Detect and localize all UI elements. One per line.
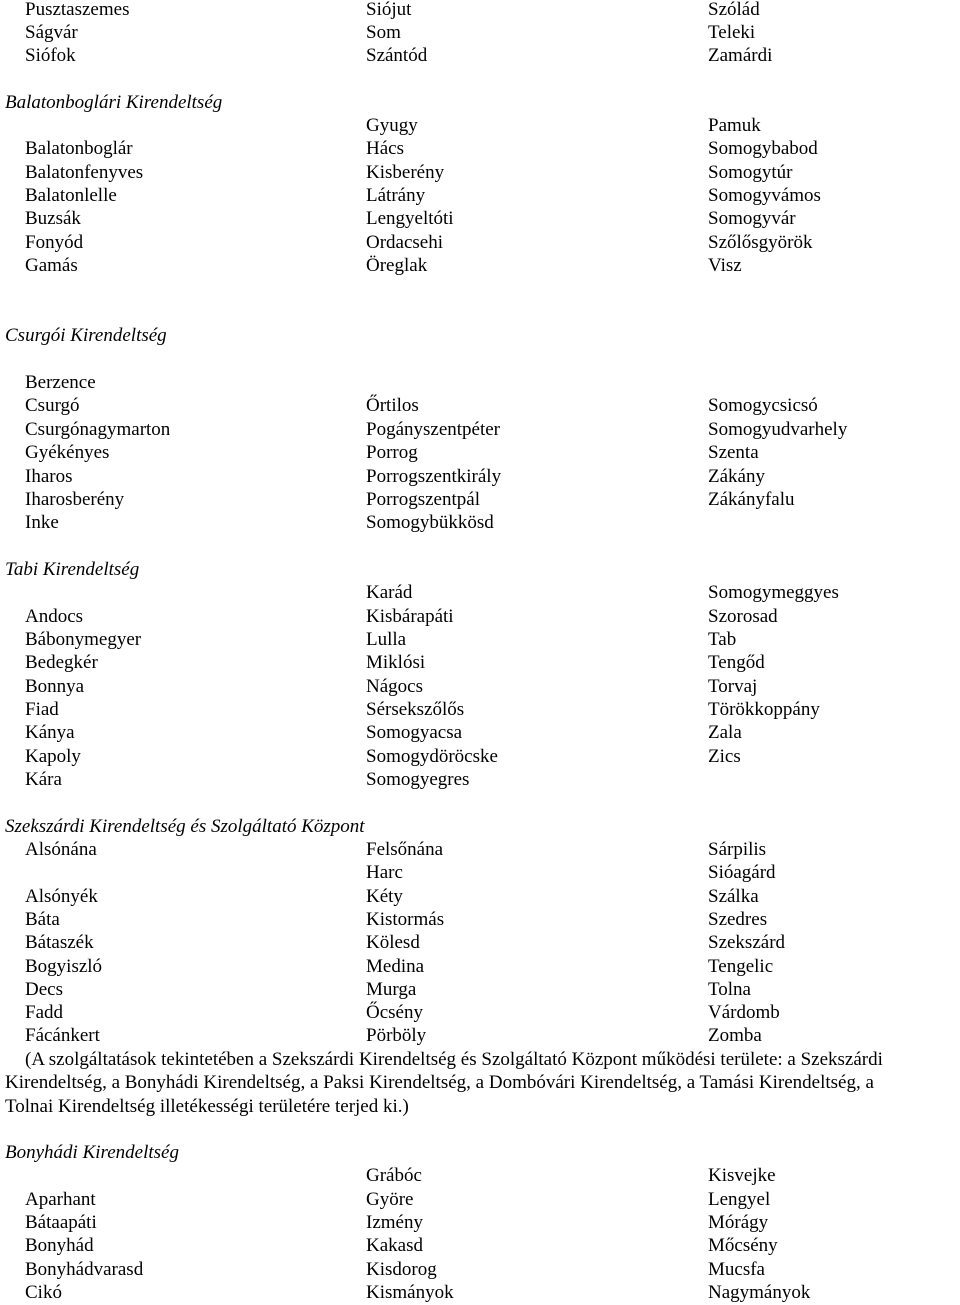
settlement-name: Sárpilis: [708, 839, 767, 860]
settlement-name: Bedegkér: [25, 652, 98, 673]
settlement-name: Kisdorog: [366, 1259, 437, 1280]
section-heading: Balatonboglári Kirendeltség: [5, 92, 223, 113]
settlement-row: [0, 1164, 960, 1188]
settlement-name: Kisbárapáti: [366, 606, 454, 627]
settlement-name: Bonyhád: [25, 1235, 94, 1256]
settlement-name: Alsónána: [25, 839, 97, 860]
settlement-row: [0, 978, 960, 1002]
settlement-row: [0, 394, 960, 418]
settlement-name: Gamás: [25, 255, 78, 276]
settlement-name: Buzsák: [25, 208, 81, 229]
settlement-name: Tengőd: [708, 652, 765, 673]
settlement-row: [0, 768, 960, 792]
settlement-name: Szedres: [708, 909, 768, 930]
section-heading: Csurgói Kirendeltség: [5, 325, 167, 346]
settlement-name: Visz: [708, 255, 742, 276]
settlement-name: Torvaj: [708, 676, 758, 697]
settlement-name: Iharos: [25, 466, 73, 487]
section-heading-line: [0, 815, 960, 839]
settlement-name: Karád: [366, 582, 413, 603]
settlement-row: [0, 955, 960, 979]
settlement-name: Porrogszentkirály: [366, 466, 502, 487]
note-line: Kirendeltség, a Bonyhádi Kirendeltség, a Paksi Kirendeltség, a Dombóvári Kirendeltség, a Tamási Kirendeltség, a: [5, 1072, 874, 1094]
note-line: (A szolgáltatások tekintetében a Szekszárdi Kirendeltség és Szolgáltató Központ működési területe: a Szekszárdi: [25, 1049, 883, 1070]
settlement-name: Őrtilos: [366, 395, 419, 416]
settlement-row: [0, 885, 960, 909]
settlement-name: Csurgó: [25, 395, 80, 416]
settlement-row: [0, 488, 960, 512]
settlement-name: Somogyegres: [366, 769, 470, 790]
settlement-name: Sérsekszőlős: [366, 699, 465, 720]
settlement-name: Bábonymegyer: [25, 629, 142, 650]
settlement-name: Várdomb: [708, 1002, 780, 1023]
settlement-name: Murga: [366, 979, 417, 1000]
settlement-name: Balatonboglár: [25, 138, 133, 159]
settlement-row: [0, 1211, 960, 1235]
settlement-name: Bogyiszló: [25, 956, 103, 977]
settlement-row: [0, 745, 960, 769]
settlement-name: Berzence: [25, 372, 96, 393]
settlement-name: Teleki: [708, 22, 756, 43]
settlement-row: [0, 1024, 960, 1048]
settlement-name: Öreglak: [366, 255, 428, 276]
settlement-name: Ságvár: [25, 22, 78, 43]
settlement-name: Kéty: [366, 886, 403, 907]
section-heading: Szekszárdi Kirendeltség és Szolgáltató Központ: [5, 816, 365, 837]
settlement-name: Lulla: [366, 629, 407, 650]
settlement-name: Fiad: [25, 699, 59, 720]
settlement-name: Csurgónagymarton: [25, 419, 171, 440]
settlement-name: Szántód: [366, 45, 428, 66]
settlement-name: Inke: [25, 512, 59, 533]
settlement-name: Porrog: [366, 442, 418, 463]
settlement-row: [0, 441, 960, 465]
settlement-name: Kára: [25, 769, 62, 790]
settlement-name: Kánya: [25, 722, 75, 743]
settlement-name: Grábóc: [366, 1165, 422, 1186]
note-line: Tolnai Kirendeltség illetékességi területére terjed ki.): [5, 1095, 409, 1117]
settlement-name: Mórágy: [708, 1212, 769, 1233]
settlement-name: Hács: [366, 138, 404, 159]
settlement-name: Őcsény: [366, 1002, 423, 1023]
settlement-row: [0, 908, 960, 932]
settlement-row: [0, 1188, 960, 1212]
settlement-name: Szőlősgyörök: [708, 232, 813, 253]
settlement-name: Ordacsehi: [366, 232, 444, 253]
settlement-row: [0, 838, 960, 862]
settlement-name: Somogydöröcske: [366, 746, 498, 767]
settlement-name: Szorosad: [708, 606, 778, 627]
settlement-row: [0, 1281, 960, 1305]
settlement-row: [0, 21, 960, 45]
settlement-name: Mucsfa: [708, 1259, 765, 1280]
settlement-name: Bátaszék: [25, 932, 94, 953]
settlement-row: [0, 511, 960, 535]
settlement-name: Fácánkert: [25, 1025, 100, 1046]
settlement-row: [0, 0, 960, 22]
settlement-name: Zamárdi: [708, 45, 773, 66]
settlement-name: Kisberény: [366, 162, 445, 183]
settlement-name: Medina: [366, 956, 425, 977]
settlement-name: Somogycsicsó: [708, 395, 818, 416]
settlement-row: [0, 651, 960, 675]
settlement-name: Felsőnána: [366, 839, 444, 860]
section-heading: Tabi Kirendeltség: [5, 559, 140, 580]
settlement-name: Miklósi: [366, 652, 426, 673]
settlement-name: Szekszárd: [708, 932, 786, 953]
settlement-row: [0, 721, 960, 745]
section-heading-line: [0, 324, 960, 348]
settlement-name: Porrogszentpál: [366, 489, 480, 510]
settlement-name: Kölesd: [366, 932, 420, 953]
settlement-name: Zics: [708, 746, 741, 767]
settlement-row: [0, 184, 960, 208]
settlement-name: Sióagárd: [708, 862, 776, 883]
section-heading: Bonyhádi Kirendeltség: [5, 1142, 179, 1163]
settlement-name: Somogyvár: [708, 208, 796, 229]
settlement-name: Nágocs: [366, 676, 423, 697]
settlement-name: Fadd: [25, 1002, 63, 1023]
settlement-row: [0, 231, 960, 255]
settlement-name: Pörböly: [366, 1025, 427, 1046]
section-heading-line: [0, 91, 960, 115]
settlement-name: Törökkoppány: [708, 699, 820, 720]
settlement-name: Harc: [366, 862, 403, 883]
settlement-name: Lengyel: [708, 1189, 771, 1210]
settlement-name: Som: [366, 22, 401, 43]
settlement-name: Tolna: [708, 979, 751, 1000]
settlement-name: Kistormás: [366, 909, 445, 930]
settlement-name: Izmény: [366, 1212, 423, 1233]
settlement-row: [0, 675, 960, 699]
settlement-name: Szólád: [708, 0, 760, 20]
section-heading-line: [0, 558, 960, 582]
service-area-note: [5, 1048, 955, 1118]
settlement-row: [0, 1234, 960, 1258]
settlement-name: Balatonfenyves: [25, 162, 144, 183]
settlement-row: [0, 931, 960, 955]
section-heading-line: [0, 1141, 960, 1165]
settlement-name: Pusztaszemes: [25, 0, 130, 20]
settlement-name: Bonyhádvarasd: [25, 1259, 144, 1280]
settlement-row: [0, 581, 960, 605]
settlement-row: [0, 605, 960, 629]
settlement-name: Tengelic: [708, 956, 774, 977]
settlement-row: [0, 1001, 960, 1025]
settlement-name: Szenta: [708, 442, 759, 463]
settlement-name: Siójut: [366, 0, 412, 20]
settlement-name: Bonnya: [25, 676, 85, 697]
settlement-row: [0, 44, 960, 68]
settlement-row: [0, 861, 960, 885]
settlement-row: [0, 1258, 960, 1282]
settlement-name: Somogybükkösd: [366, 512, 494, 533]
settlement-row: [0, 371, 960, 395]
settlement-name: Gyékényes: [25, 442, 110, 463]
settlement-row: [0, 161, 960, 185]
settlement-name: Iharosberény: [25, 489, 125, 510]
settlement-name: Siófok: [25, 45, 76, 66]
settlement-row: [0, 114, 960, 138]
settlement-name: Zákány: [708, 466, 765, 487]
settlement-name: Kismányok: [366, 1282, 454, 1303]
settlement-name: Gyugy: [366, 115, 418, 136]
settlement-name: Kakasd: [366, 1235, 423, 1256]
settlement-name: Tab: [708, 629, 737, 650]
settlement-row: [0, 137, 960, 161]
settlement-name: Cikó: [25, 1282, 62, 1303]
settlement-name: Bátaapáti: [25, 1212, 97, 1233]
settlement-name: Somogyudvarhely: [708, 419, 848, 440]
settlement-name: Szálka: [708, 886, 759, 907]
settlement-row: [0, 254, 960, 278]
settlement-name: Somogyvámos: [708, 185, 821, 206]
settlement-name: Andocs: [25, 606, 84, 627]
settlement-name: Látrány: [366, 185, 426, 206]
settlement-name: Györe: [366, 1189, 414, 1210]
settlement-row: [0, 418, 960, 442]
settlement-name: Alsónyék: [25, 886, 98, 907]
settlement-row: [0, 698, 960, 722]
settlement-name: Nagymányok: [708, 1282, 811, 1303]
settlement-row: [0, 628, 960, 652]
settlement-name: Báta: [25, 909, 60, 930]
settlement-name: Somogybabod: [708, 138, 818, 159]
settlement-name: Decs: [25, 979, 63, 1000]
settlement-name: Zákányfalu: [708, 489, 795, 510]
settlement-name: Somogymeggyes: [708, 582, 839, 603]
settlement-name: Mőcsény: [708, 1235, 778, 1256]
settlement-name: Kapoly: [25, 746, 81, 767]
settlement-name: Balatonlelle: [25, 185, 117, 206]
settlement-name: Lengyeltóti: [366, 208, 454, 229]
settlement-name: Zala: [708, 722, 742, 743]
settlement-name: Somogyacsa: [366, 722, 463, 743]
settlement-name: Aparhant: [25, 1189, 96, 1210]
settlement-row: [0, 465, 960, 489]
settlement-name: Pamuk: [708, 115, 761, 136]
settlement-name: Pogányszentpéter: [366, 419, 501, 440]
settlement-row: [0, 207, 960, 231]
settlement-name: Fonyód: [25, 232, 84, 253]
settlement-name: Zomba: [708, 1025, 762, 1046]
settlement-name: Somogytúr: [708, 162, 793, 183]
settlement-name: Kisvejke: [708, 1165, 776, 1186]
